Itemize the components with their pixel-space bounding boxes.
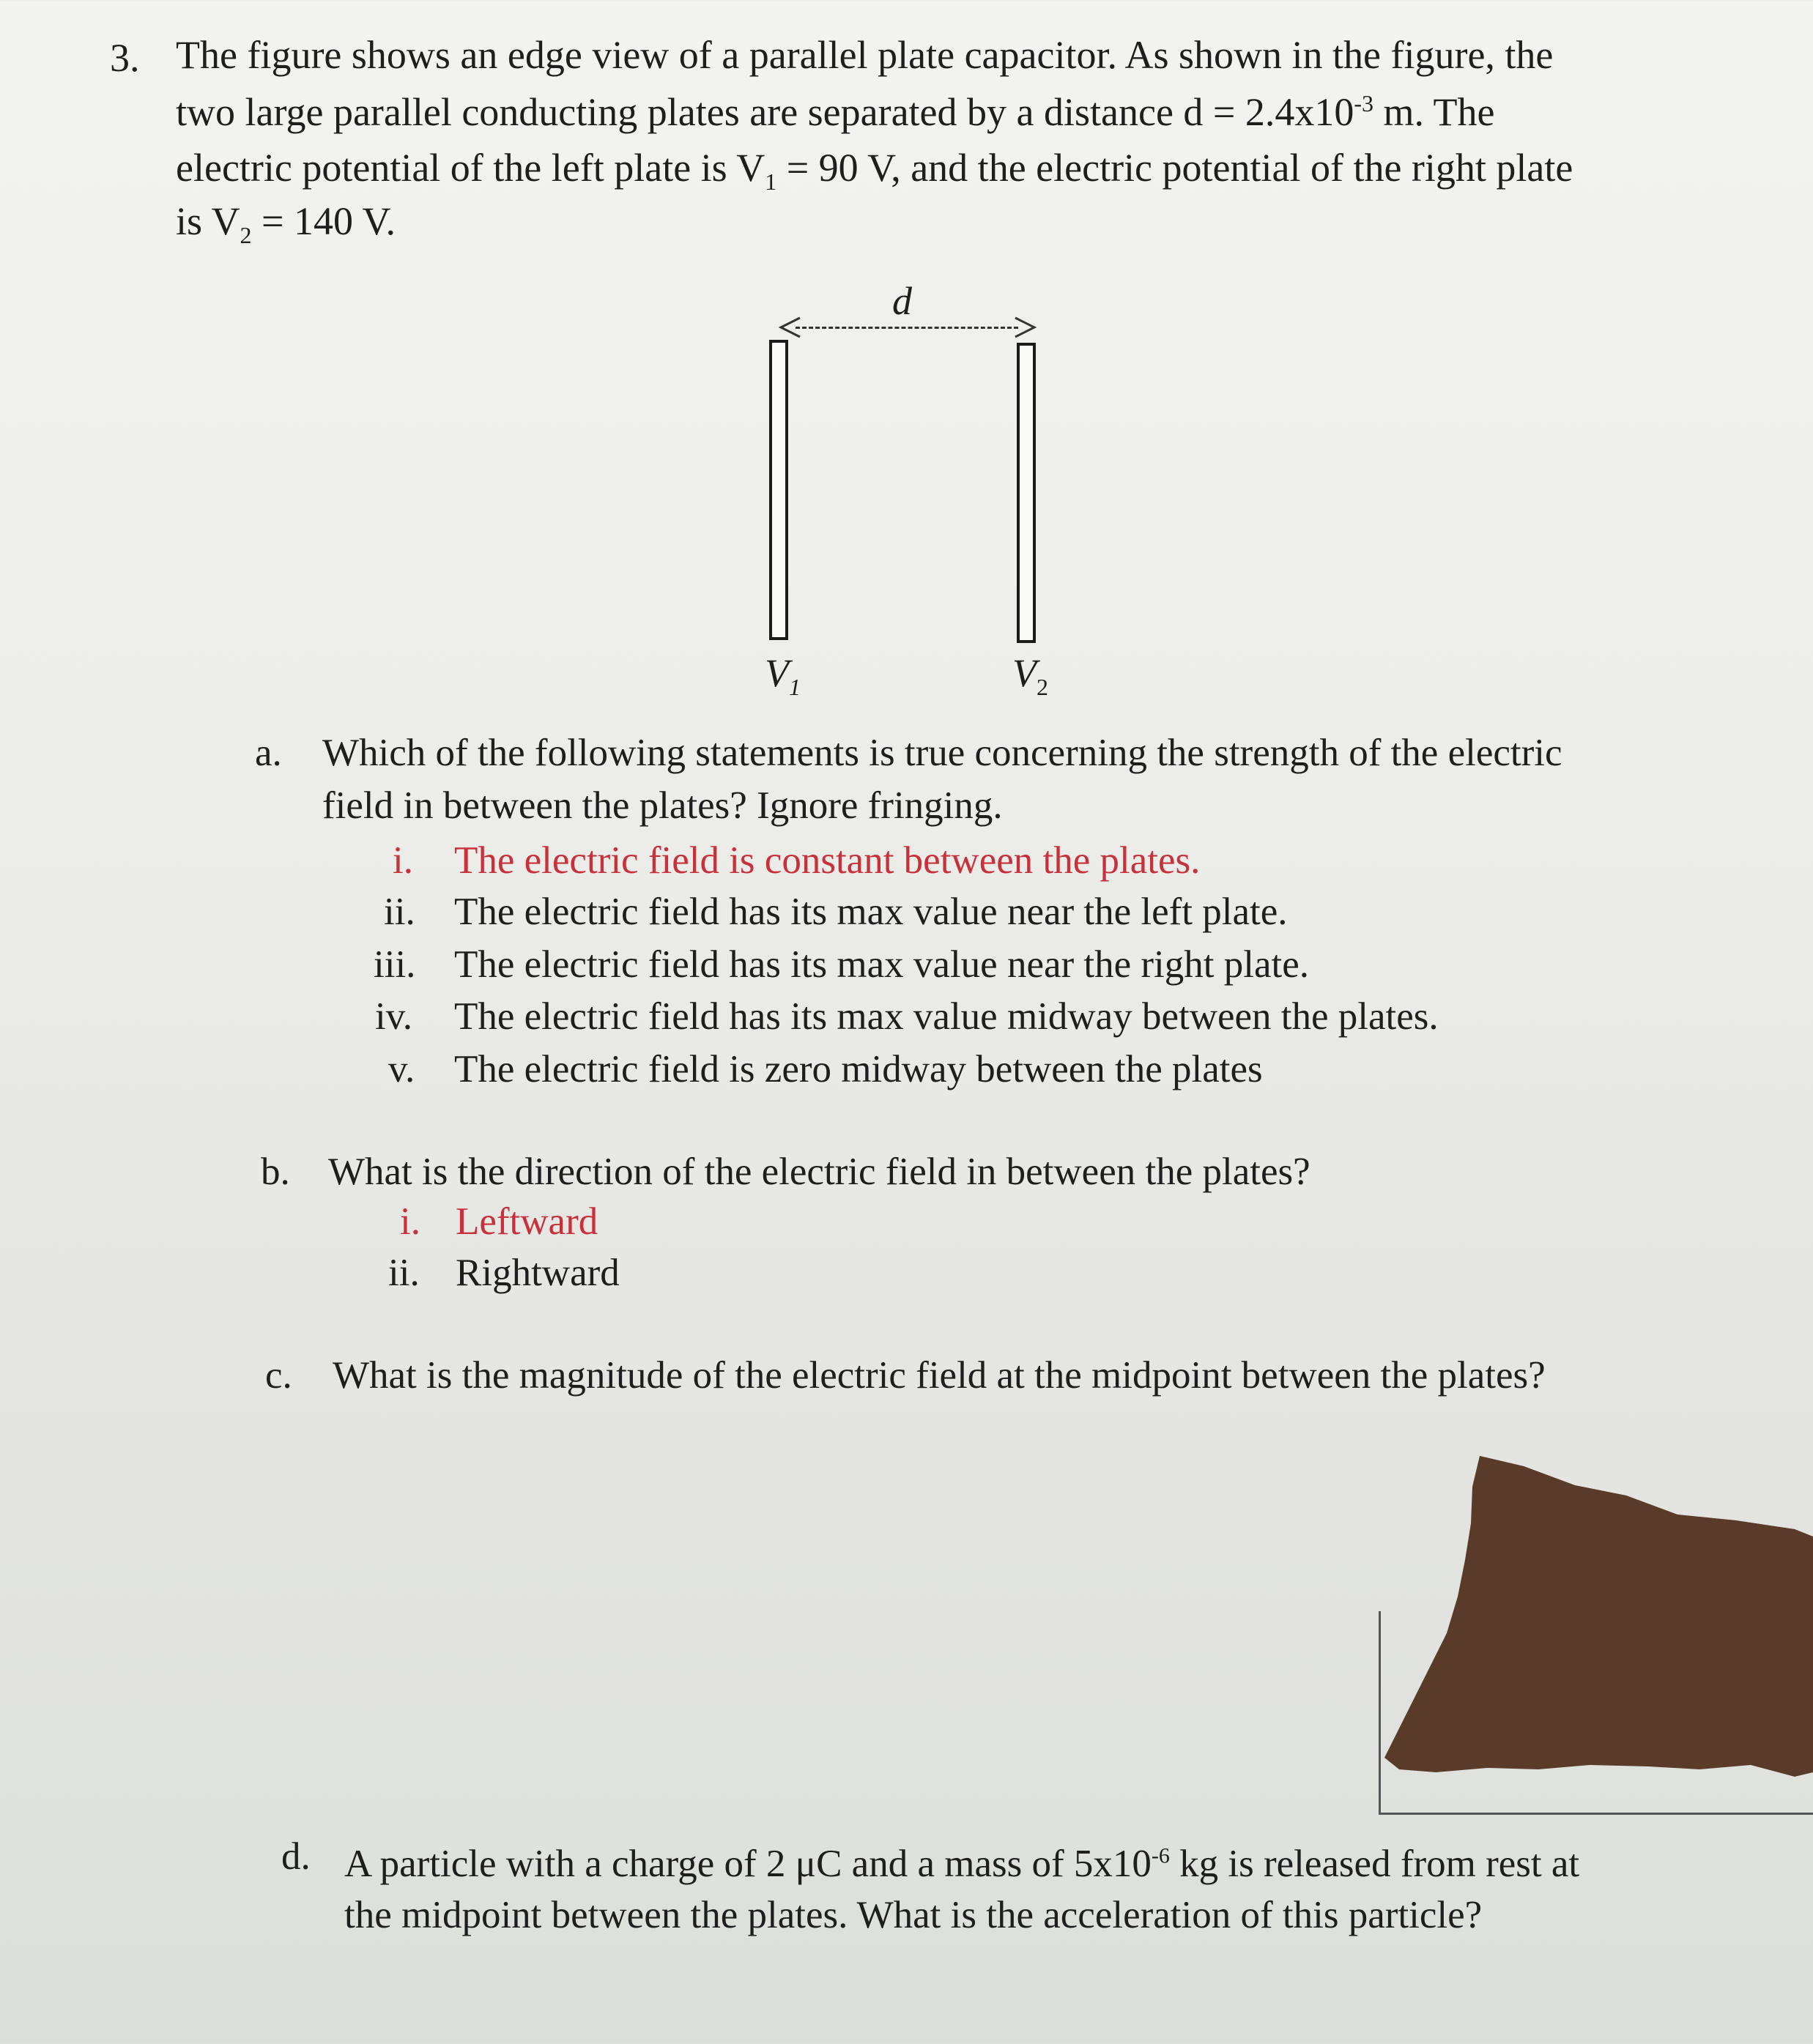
part-d-line-1-text: A particle with a charge of 2 μC and a mass of 5x10	[344, 1843, 1152, 1885]
part-a-option-text: The electric field has its max value midway between the plates.	[454, 995, 1439, 1038]
capacitor-figure	[747, 278, 1091, 718]
part-a-option-text: The electric field is zero midway between the plates	[454, 1048, 1263, 1090]
part-a-option-text: The electric field is constant between the plates.	[454, 839, 1201, 882]
subscript: 2	[240, 221, 252, 248]
v1-letter: V	[765, 651, 789, 695]
part-a-option-num: v.	[388, 1048, 415, 1090]
part-b-label: b.	[261, 1151, 290, 1193]
part-a-option-text: The electric field has its max value near the left plate.	[454, 891, 1288, 933]
part-a-label: a.	[255, 732, 282, 774]
intro-line-2	[176, 92, 1495, 132]
left-plate	[769, 340, 788, 640]
intro-line-2-tail: m. The	[1373, 90, 1495, 134]
part-c-text: What is the magnitude of the electric field at the midpoint between the plates?	[333, 1354, 1546, 1397]
left-arrowhead-icon	[776, 315, 806, 340]
part-a-option-num: ii.	[384, 891, 415, 933]
intro-line-4	[176, 201, 396, 247]
part-d-line-1	[344, 1842, 1579, 1886]
part-b-option-text: Rightward	[456, 1252, 620, 1294]
part-a-option-num: iii.	[374, 943, 416, 986]
part-d-line-2: the midpoint between the plates. What is the acceleration of this particle?	[344, 1894, 1483, 1936]
torn-paper-patch	[1355, 1450, 1813, 1794]
intro-line-3	[176, 148, 1573, 193]
d-label: d	[892, 279, 912, 323]
v1-subscript: 1	[789, 673, 801, 700]
v2-letter: V	[1012, 651, 1037, 695]
right-arrowhead-icon	[1009, 315, 1039, 340]
part-b-option-text: Leftward	[456, 1200, 598, 1243]
intro-line-3-tail: = 90 V, and the electric potential of the right plate	[776, 146, 1573, 190]
part-d-label: d.	[281, 1835, 311, 1878]
part-a-line-1: Which of the following statements is true concerning the strength of the electric	[322, 732, 1562, 774]
exponent: -6	[1151, 1843, 1170, 1868]
part-d-line-1-tail: kg is released from rest at	[1169, 1843, 1580, 1885]
intro-line-1: The figure shows an edge view of a parallel plate capacitor. As shown in the figure, the	[176, 33, 1554, 77]
part-b-option-num: ii.	[388, 1252, 420, 1294]
intro-line-4-tail: = 140 V.	[251, 199, 396, 243]
part-c-label: c.	[265, 1354, 292, 1397]
v1-label	[765, 650, 801, 701]
part-b-text: What is the direction of the electric field in between the plates?	[328, 1151, 1310, 1193]
distance-arrow	[796, 327, 1018, 329]
part-a-option-num: iv.	[375, 995, 413, 1038]
part-a-option-num: i.	[393, 839, 413, 882]
exponent: -3	[1354, 90, 1374, 116]
v2-subscript: 2	[1037, 673, 1048, 700]
intro-line-4-text: is V	[176, 199, 240, 243]
v2-label	[1012, 650, 1048, 701]
right-plate	[1017, 343, 1036, 643]
part-a-option-text: The electric field has its max value near the right plate.	[454, 943, 1309, 986]
intro-line-2-text: two large parallel conducting plates are separated by a distance d = 2.4x10	[176, 90, 1354, 134]
subscript: 1	[765, 168, 777, 195]
question-number: 3.	[110, 36, 140, 80]
intro-line-3-text: electric potential of the left plate is V	[176, 146, 765, 190]
part-b-option-num: i.	[400, 1200, 420, 1243]
part-a-line-2: field in between the plates? Ignore fringing.	[322, 784, 1003, 827]
